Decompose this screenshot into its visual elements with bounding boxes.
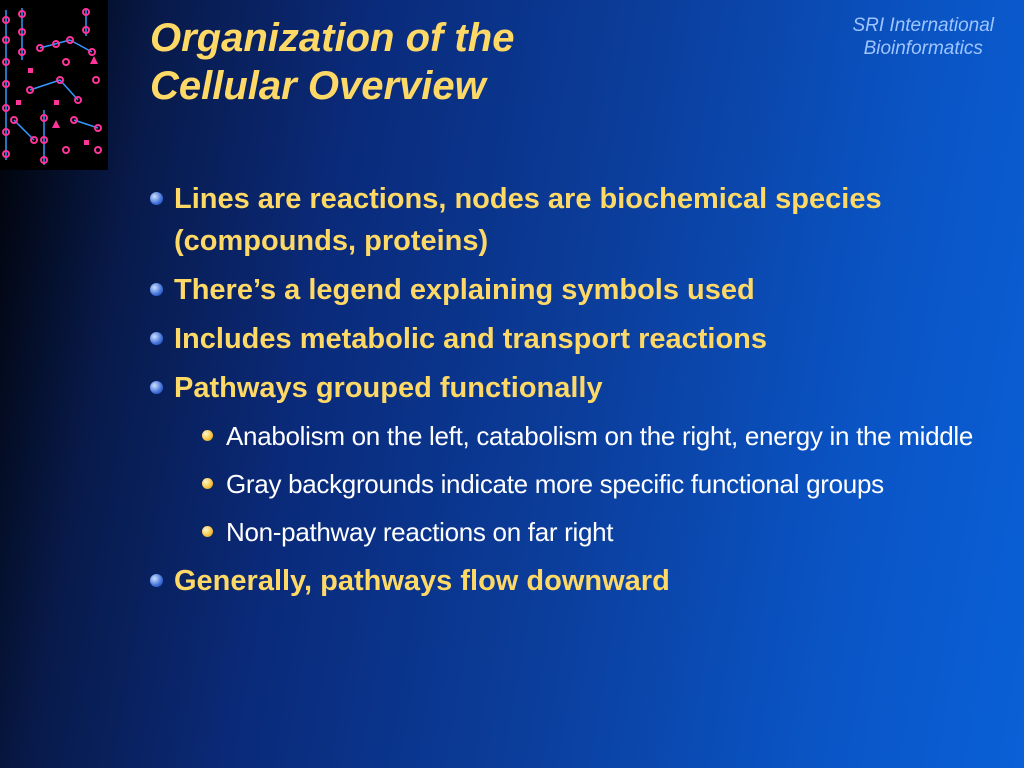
- blue-sphere-bullet-icon: [150, 283, 163, 296]
- bullet-item: [150, 269, 990, 311]
- org-line: Bioinformatics: [863, 38, 983, 59]
- title-line: Cellular Overview: [150, 64, 486, 108]
- sub-bullet-item: [150, 512, 990, 552]
- organization-label: [852, 14, 994, 60]
- bullet-list: [150, 178, 990, 609]
- sub-bullet-text: Anabolism on the left, catabolism on the right, energy in the middle: [226, 421, 974, 451]
- gold-sphere-bullet-icon: [202, 478, 213, 489]
- sub-bullet-item: [150, 464, 990, 504]
- sub-bullet-text: Gray backgrounds indicate more specific functional groups: [226, 469, 884, 499]
- bullet-text: Generally, pathways flow downward: [174, 565, 670, 597]
- org-line: SRI International: [852, 15, 994, 36]
- bullet-item: [150, 367, 990, 409]
- bullet-text: There’s a legend explaining symbols used: [174, 274, 755, 306]
- bullet-item: [150, 318, 990, 360]
- sub-bullet-item: [150, 416, 990, 456]
- bullet-text: Pathways grouped functionally: [174, 372, 603, 404]
- blue-sphere-bullet-icon: [150, 381, 163, 394]
- pathway-diagram-thumbnail: [0, 0, 108, 170]
- sub-bullet-text: Non-pathway reactions on far right: [226, 517, 614, 547]
- page-title: [150, 14, 514, 110]
- blue-sphere-bullet-icon: [150, 192, 163, 205]
- bullet-item: [150, 178, 990, 262]
- bullet-text: Includes metabolic and transport reactions: [174, 323, 768, 355]
- blue-sphere-bullet-icon: [150, 574, 163, 587]
- bullet-item: [150, 560, 990, 602]
- title-line: Organization of the: [150, 16, 515, 60]
- bullet-text: Lines are reactions, nodes are biochemical species (compounds, proteins): [174, 183, 882, 257]
- gold-sphere-bullet-icon: [202, 526, 213, 537]
- pathway-diagram-icon: [0, 0, 108, 170]
- gold-sphere-bullet-icon: [202, 430, 213, 441]
- blue-sphere-bullet-icon: [150, 332, 163, 345]
